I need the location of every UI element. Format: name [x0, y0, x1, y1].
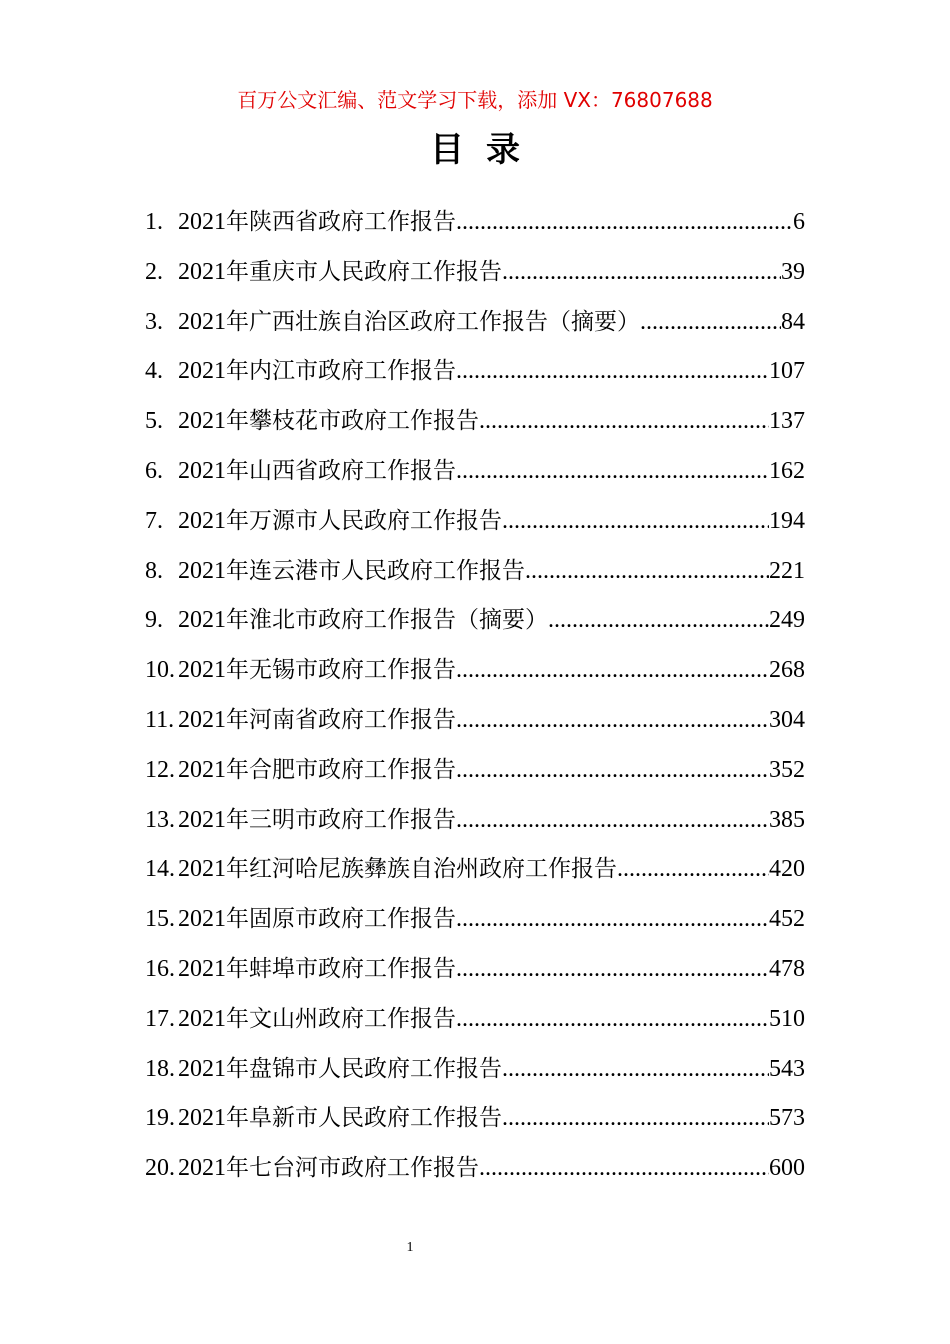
toc-entry-year: 2021: [178, 856, 226, 883]
toc-entry-number: 17.: [145, 1005, 175, 1032]
toc-entry-page: 352: [769, 756, 805, 783]
toc-entry-number: 8.: [145, 557, 163, 584]
toc-entry-title: 年河南省政府工作报告: [226, 706, 456, 733]
toc-entry-title: 年无锡市政府工作报告: [226, 657, 456, 684]
toc-entry-number: 12.: [145, 756, 175, 783]
toc-dot-leader: [456, 796, 769, 846]
toc-entry-title: 年淮北市政府工作报告（摘要）: [226, 607, 548, 634]
toc-list: [145, 198, 805, 1194]
toc-entry-year: 2021: [178, 209, 226, 235]
toc-entry-year: 2021: [178, 607, 226, 634]
toc-entry-page: 39: [781, 258, 805, 285]
toc-entry-page: 249: [769, 607, 805, 634]
toc-entry-number: 14.: [145, 856, 175, 883]
toc-entry-number: 20.: [145, 1155, 175, 1182]
toc-entry-title: 年七台河市政府工作报告: [226, 1155, 479, 1182]
toc-entry-year: 2021: [178, 408, 226, 435]
toc-entry[interactable]: [145, 248, 805, 298]
toc-entry-page: 194: [769, 507, 805, 534]
toc-entry-page: 543: [769, 1055, 805, 1082]
toc-entry-title: 年万源市人民政府工作报告: [226, 507, 502, 534]
toc-entry[interactable]: [145, 447, 805, 497]
toc-entry[interactable]: [145, 198, 805, 248]
toc-dot-leader: [456, 995, 769, 1045]
toc-entry-title: 年盘锦市人民政府工作报告: [226, 1055, 502, 1082]
toc-entry-page: 385: [769, 806, 805, 833]
toc-entry-page: 510: [769, 1005, 805, 1032]
header-promo-note: 百万公文汇编、范文学习下载，添加 VX：76807688: [237, 88, 713, 112]
toc-entry-year: 2021: [178, 1055, 226, 1082]
toc-entry-title: 年连云港市人民政府工作报告: [226, 557, 525, 584]
toc-dot-leader: [502, 1045, 769, 1095]
toc-entry-title: 年阜新市人民政府工作报告: [226, 1105, 502, 1132]
toc-entry[interactable]: [145, 646, 805, 696]
toc-entry-page: 420: [769, 856, 805, 883]
toc-entry-year: 2021: [178, 507, 226, 534]
toc-entry-page: 6: [793, 209, 805, 235]
toc-entry-title: 年蚌埠市政府工作报告: [226, 955, 456, 982]
toc-entry-page: 107: [769, 358, 805, 385]
toc-dot-leader: [640, 298, 781, 348]
toc-dot-leader: [617, 845, 769, 895]
toc-entry[interactable]: [145, 547, 805, 597]
toc-entry-year: 2021: [178, 906, 226, 933]
toc-entry-page: 573: [769, 1105, 805, 1132]
page-number: 1: [406, 1240, 414, 1255]
toc-entry[interactable]: [145, 945, 805, 995]
toc-entry-title: 年山西省政府工作报告: [226, 457, 456, 484]
toc-entry-page: 137: [769, 408, 805, 435]
toc-entry-page: 268: [769, 657, 805, 684]
toc-dot-leader: [479, 1144, 769, 1194]
toc-entry[interactable]: [145, 796, 805, 846]
toc-entry-page: 162: [769, 457, 805, 484]
toc-entry[interactable]: [145, 1144, 805, 1194]
toc-entry-number: 7.: [145, 507, 163, 534]
toc-dot-leader: [456, 696, 769, 746]
toc-entry-year: 2021: [178, 1005, 226, 1032]
toc-entry-year: 2021: [178, 706, 226, 733]
toc-entry[interactable]: [145, 995, 805, 1045]
toc-dot-leader: [502, 248, 781, 298]
toc-entry-number: 19.: [145, 1105, 175, 1132]
toc-dot-leader: [502, 1094, 769, 1144]
toc-entry-year: 2021: [178, 756, 226, 783]
toc-dot-leader: [456, 646, 769, 696]
toc-entry-number: 16.: [145, 955, 175, 982]
toc-dot-leader: [456, 746, 769, 796]
toc-entry[interactable]: [145, 397, 805, 447]
toc-entry[interactable]: [145, 696, 805, 746]
toc-entry[interactable]: [145, 1045, 805, 1095]
toc-entry-title: 年攀枝花市政府工作报告: [226, 408, 479, 435]
toc-dot-leader: [548, 596, 769, 646]
toc-dot-leader: [456, 198, 793, 248]
toc-entry-year: 2021: [178, 258, 226, 285]
toc-entry-year: 2021: [178, 457, 226, 484]
toc-entry-number: 2.: [145, 258, 163, 285]
toc-entry-year: 2021: [178, 955, 226, 982]
toc-entry-year: 2021: [178, 1105, 226, 1132]
toc-entry-page: 478: [769, 955, 805, 982]
toc-entry-title: 年红河哈尼族彝族自治州政府工作报告: [226, 856, 617, 883]
toc-entry-year: 2021: [178, 557, 226, 584]
toc-entry-number: 1.: [145, 209, 163, 235]
toc-dot-leader: [525, 547, 769, 597]
toc-entry-number: 18.: [145, 1055, 175, 1082]
toc-entry[interactable]: [145, 895, 805, 945]
toc-entry-page: 600: [769, 1155, 805, 1182]
toc-entry-number: 3.: [145, 308, 163, 335]
toc-dot-leader: [456, 945, 769, 995]
toc-dot-leader: [456, 447, 769, 497]
toc-entry-number: 4.: [145, 358, 163, 385]
toc-entry-number: 9.: [145, 607, 163, 634]
toc-entry-page: 84: [781, 308, 805, 335]
toc-entry-page: 221: [769, 557, 805, 584]
toc-entry-title: 年文山州政府工作报告: [226, 1005, 456, 1032]
toc-entry-number: 5.: [145, 408, 163, 435]
toc-entry-number: 15.: [145, 906, 175, 933]
toc-entry[interactable]: [145, 347, 805, 397]
toc-entry-number: 11.: [145, 706, 175, 733]
toc-entry-year: 2021: [178, 657, 226, 684]
toc-entry-page: 304: [769, 706, 805, 733]
toc-entry[interactable]: [145, 596, 805, 646]
toc-entry[interactable]: [145, 497, 805, 547]
toc-entry-year: 2021: [178, 1155, 226, 1182]
toc-entry-year: 2021: [178, 358, 226, 385]
toc-dot-leader: [456, 895, 769, 945]
toc-dot-leader: [456, 347, 769, 397]
toc-entry-title: 年固原市政府工作报告: [226, 906, 456, 933]
toc-entry-page: 452: [769, 906, 805, 933]
toc-entry[interactable]: [145, 845, 805, 895]
toc-entry-title: 年三明市政府工作报告: [226, 806, 456, 833]
toc-entry-number: 6.: [145, 457, 163, 484]
toc-entry-title: 年陕西省政府工作报告: [226, 209, 456, 235]
toc-entry[interactable]: [145, 746, 805, 796]
toc-entry-number: 10.: [145, 657, 175, 684]
toc-entry[interactable]: [145, 1094, 805, 1144]
toc-entry-title: 年重庆市人民政府工作报告: [226, 258, 502, 285]
toc-entry-title: 年广西壮族自治区政府工作报告（摘要）: [226, 308, 640, 335]
toc-entry-number: 13.: [145, 806, 175, 833]
toc-dot-leader: [479, 397, 769, 447]
toc-entry-year: 2021: [178, 806, 226, 833]
toc-entry-title: 年合肥市政府工作报告: [226, 756, 456, 783]
toc-entry[interactable]: [145, 298, 805, 348]
toc-title: 目录: [430, 130, 542, 170]
toc-entry-year: 2021: [178, 308, 226, 335]
toc-entry-title: 年内江市政府工作报告: [226, 358, 456, 385]
toc-dot-leader: [502, 497, 769, 547]
